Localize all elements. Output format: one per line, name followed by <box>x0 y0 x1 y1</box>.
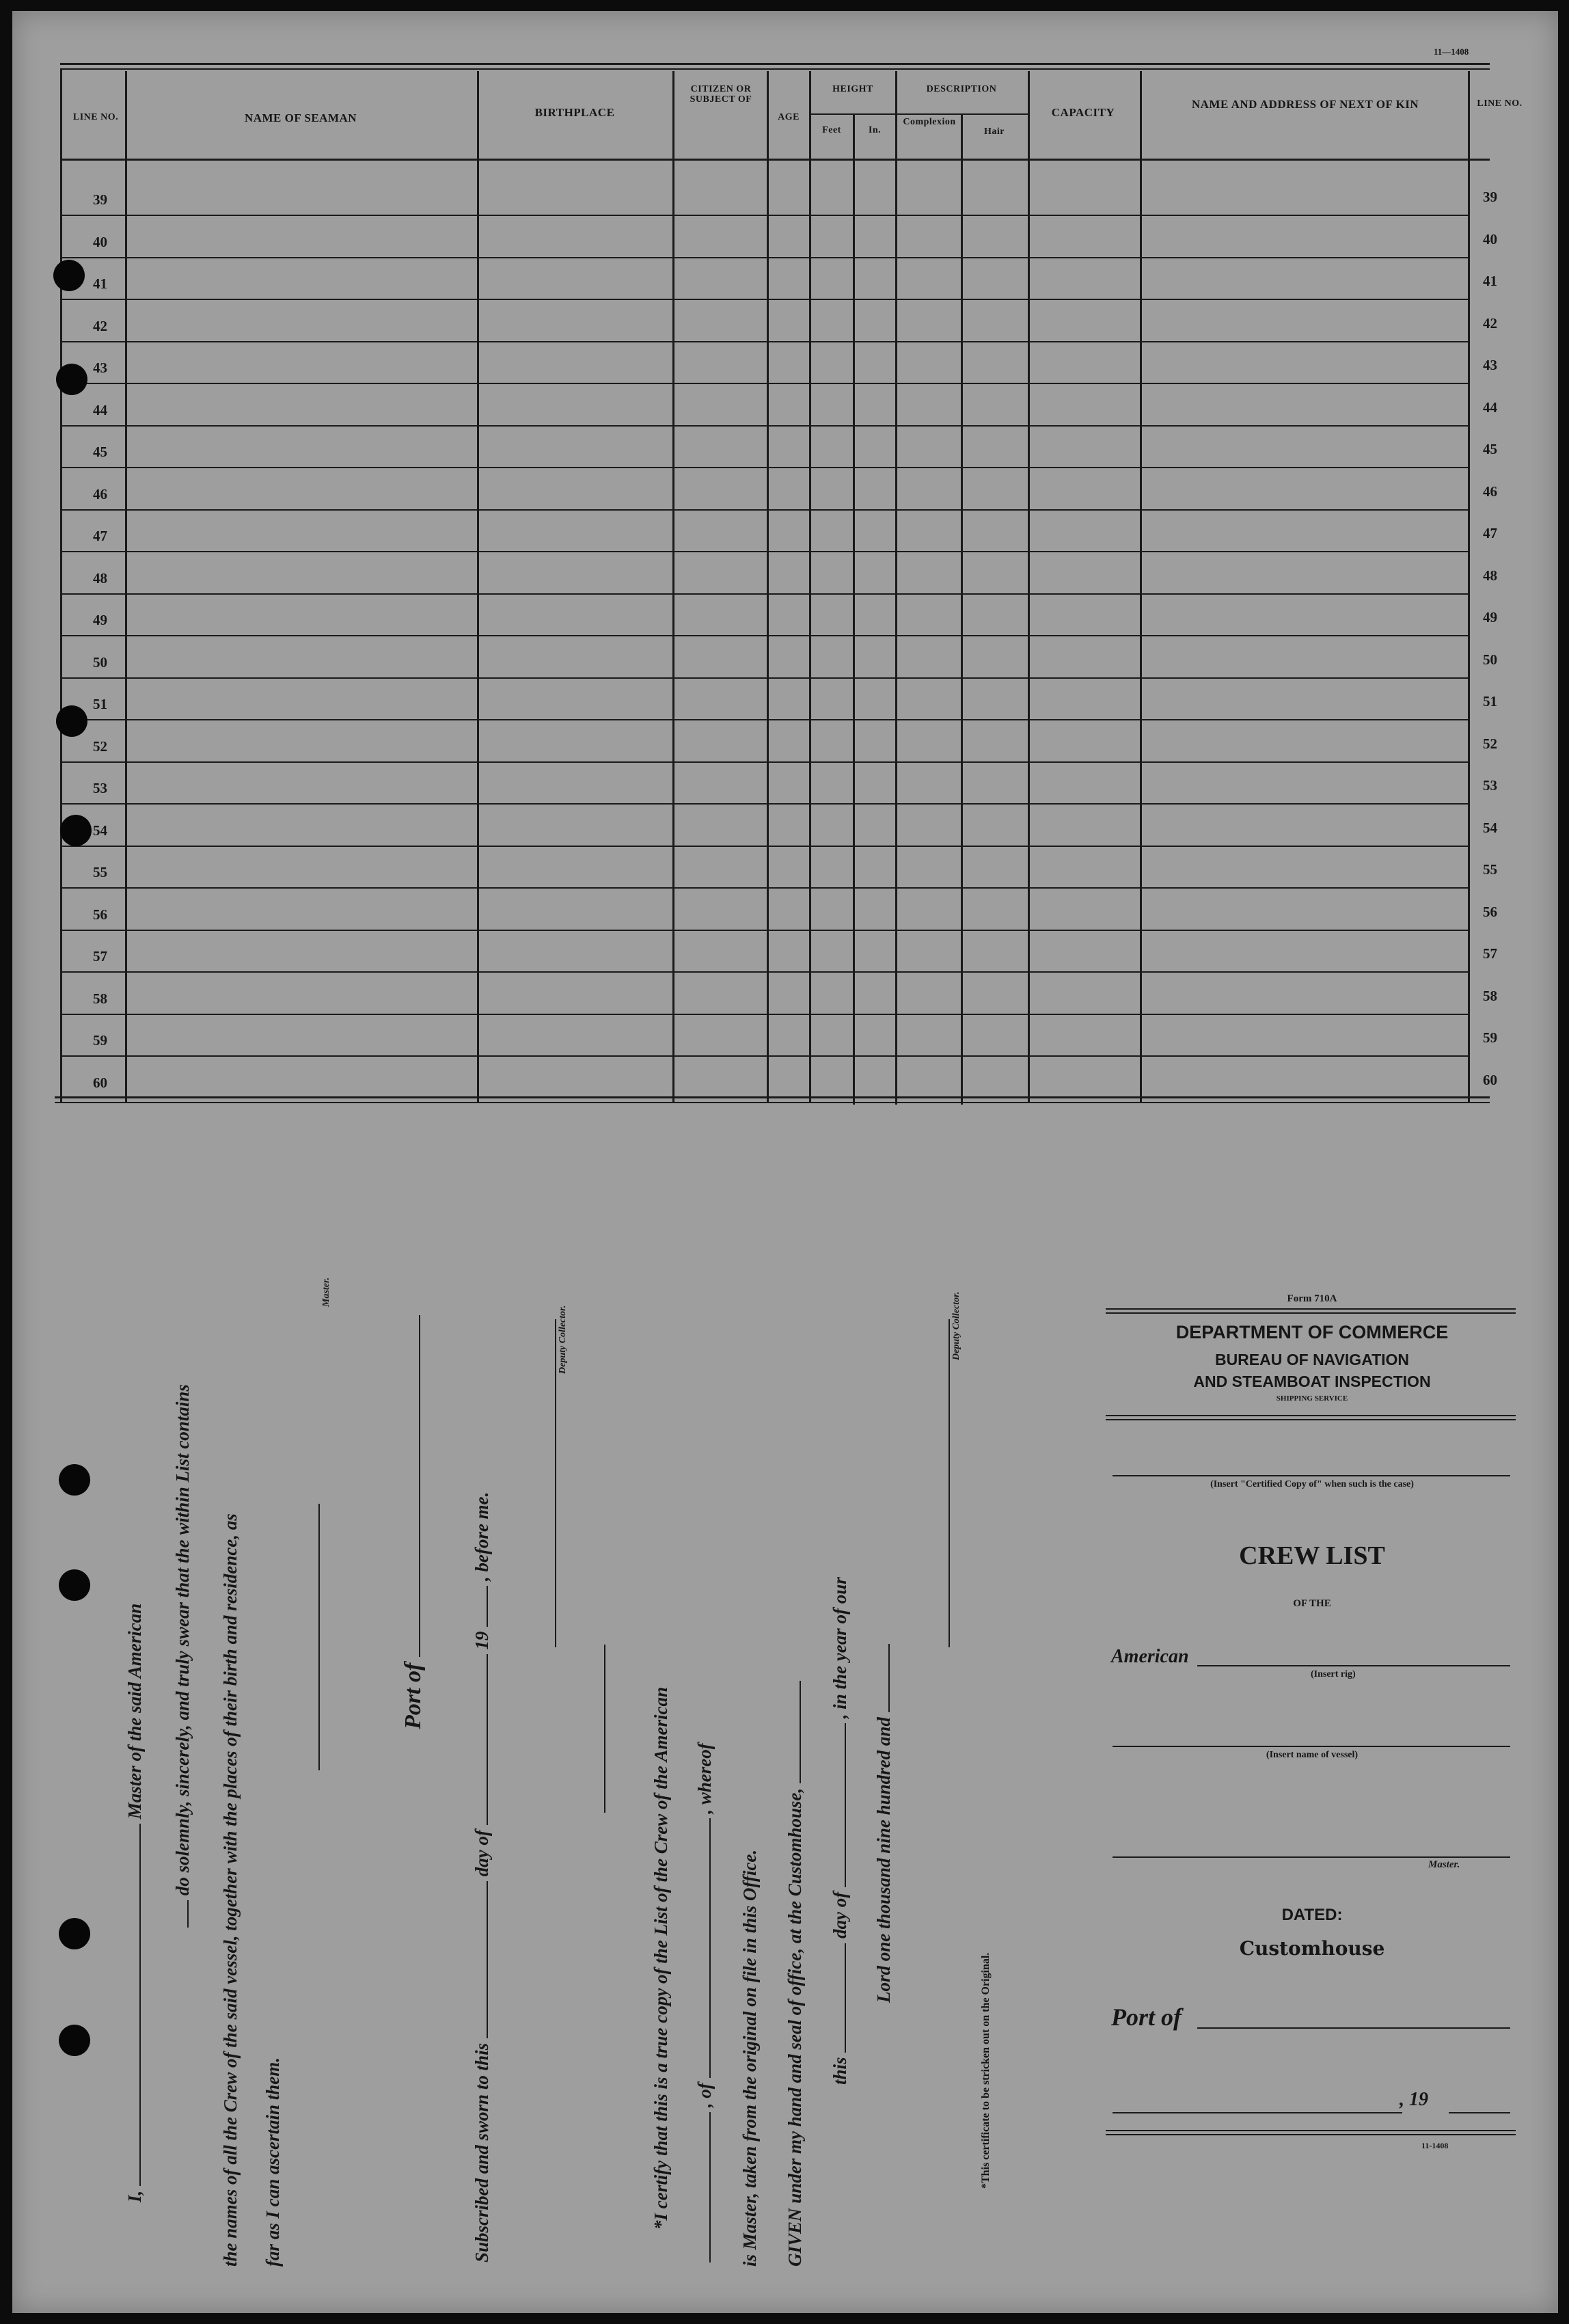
col-divider-line-left <box>60 70 62 1103</box>
cover-rule-2b <box>1106 1419 1516 1420</box>
table-row[interactable] <box>127 511 1466 550</box>
row-number-right: 60 <box>1483 1072 1497 1088</box>
table-row-line <box>60 215 1469 216</box>
table-row-line <box>60 593 1469 595</box>
row-number-left: 42 <box>93 318 107 334</box>
master-name-blank[interactable] <box>139 1824 141 2186</box>
table-row[interactable] <box>127 932 1466 970</box>
row-number-left: 53 <box>93 780 107 796</box>
table-bottom-rule-2 <box>55 1102 1490 1103</box>
insert-certified-note: (Insert "Certified Copy of" when such is the case) <box>1210 1479 1414 1489</box>
row-number-right: 45 <box>1483 441 1497 457</box>
insert-vessel-name: (Insert name of vessel) <box>1266 1750 1359 1760</box>
deputy-signature-line-2[interactable] <box>949 1319 950 1647</box>
row-number-left: 56 <box>93 906 107 923</box>
row-number-right: 40 <box>1483 231 1497 247</box>
cover-port-of: Port of <box>1111 2003 1182 2031</box>
table-row-line <box>60 887 1469 889</box>
bureau-line-1: BUREAU OF NAVIGATION <box>1214 1351 1410 1368</box>
punch-hole <box>59 2025 90 2056</box>
row-number-right: 58 <box>1483 988 1497 1004</box>
row-number-left: 52 <box>93 738 107 755</box>
row-number-right: 51 <box>1483 693 1497 710</box>
cover-year-19: , 19 <box>1400 2089 1428 2110</box>
cert-line-2 <box>739 1850 761 2267</box>
cert-customhouse-blank[interactable] <box>800 1681 801 1783</box>
row-number-right: 52 <box>1483 735 1497 752</box>
header-complexion: Complexion <box>903 117 956 127</box>
oath-subscribed-line <box>472 1492 493 2262</box>
punch-hole <box>56 364 87 395</box>
table-row-line <box>60 761 1469 763</box>
row-number-left: 40 <box>93 234 107 250</box>
insert-rig: (Insert rig) <box>1311 1669 1356 1679</box>
seal-line <box>604 1645 605 1813</box>
row-number-left: 43 <box>93 360 107 376</box>
punch-hole <box>53 260 85 291</box>
row-number-right: 43 <box>1483 357 1497 373</box>
row-number-left: 58 <box>93 990 107 1007</box>
row-number-right: 47 <box>1483 525 1497 541</box>
header-birthplace: BIRTHPLACE <box>534 106 615 119</box>
table-row[interactable] <box>127 259 1466 297</box>
table-row[interactable] <box>127 806 1466 844</box>
subscribed-text: Subscribed and sworn to this <box>472 2042 492 2262</box>
table-row[interactable] <box>127 848 1466 886</box>
table-row[interactable] <box>127 554 1466 592</box>
table-row[interactable] <box>127 386 1466 424</box>
header-hair: Hair <box>984 126 1005 137</box>
oath-swear-text: do solemnly, sincerely, and truly swear that the within List contains <box>172 1384 193 1896</box>
cert-true-copy-text: *I certify that this is a true copy of the List of the Crew of the American <box>651 1687 671 2230</box>
row-number-right: 46 <box>1483 483 1497 500</box>
oath-line-2 <box>172 1384 193 1928</box>
row-number-left: 48 <box>93 570 107 586</box>
oath-master-of: Master of the said American <box>124 1603 145 1820</box>
cover-rule-2 <box>1106 1415 1516 1416</box>
cert-this: this <box>830 2057 850 2085</box>
port-of-blank[interactable] <box>419 1315 420 1657</box>
row-number-right: 41 <box>1483 273 1497 289</box>
cert-of: , of <box>694 2083 715 2108</box>
row-number-left: 39 <box>93 191 107 208</box>
table-row[interactable] <box>127 1016 1466 1054</box>
oath-names-text: the names of all the Crew of the said vessel, together with the places of their birth and residence, as <box>220 1513 241 2267</box>
table-row-line <box>60 846 1469 847</box>
cert-year-of-our: , in the year of our <box>830 1577 850 1719</box>
row-number-left: 51 <box>93 696 107 712</box>
sworn-month-blank[interactable] <box>487 1654 488 1825</box>
punch-hole <box>59 1918 90 1949</box>
row-number-right: 56 <box>1483 904 1497 920</box>
row-number-right: 44 <box>1483 399 1497 416</box>
row-number-right: 55 <box>1483 861 1497 878</box>
cover-rule-3b <box>1106 2134 1516 2135</box>
row-number-left: 60 <box>93 1075 107 1091</box>
cover-rule-1b <box>1106 1312 1516 1314</box>
row-number-right: 59 <box>1483 1029 1497 1046</box>
cert-vessel-blank[interactable] <box>709 2112 711 2262</box>
row-number-left: 57 <box>93 948 107 964</box>
row-number-left: 47 <box>93 528 107 544</box>
row-number-left: 54 <box>93 822 107 839</box>
table-row[interactable] <box>127 427 1466 465</box>
sworn-day-blank[interactable] <box>487 1881 488 2038</box>
table-row-line <box>60 383 1469 384</box>
sworn-day-of: day of <box>472 1830 492 1877</box>
header-height: HEIGHT <box>832 84 873 94</box>
rig-line[interactable] <box>1197 1665 1510 1666</box>
header-description: DESCRIPTION <box>926 84 997 94</box>
vessel-name-line[interactable] <box>1113 1746 1510 1747</box>
cert-line-3 <box>784 1681 806 2267</box>
table-row[interactable] <box>127 301 1466 340</box>
row-number-right: 57 <box>1483 945 1497 962</box>
form-number: Form 710A <box>1287 1293 1337 1304</box>
header-age: AGE <box>778 112 800 122</box>
oath-line-3 <box>220 1513 241 2267</box>
deputy-label-2: Deputy Collector. <box>951 1291 961 1360</box>
before-me: , before me. <box>472 1491 492 1582</box>
cover-year-line[interactable] <box>1449 2112 1510 2113</box>
deputy-signature-line-1[interactable] <box>555 1319 556 1647</box>
row-number-left: 41 <box>93 275 107 292</box>
cert-month-blank[interactable] <box>845 1723 846 1887</box>
deputy-label-1: Deputy Collector. <box>558 1305 568 1374</box>
row-number-left: 46 <box>93 486 107 502</box>
header-subrule <box>809 113 1028 115</box>
table-row[interactable] <box>127 217 1466 256</box>
table-row[interactable] <box>127 974 1466 1012</box>
col-divider-line-right <box>1468 71 1470 1103</box>
table-row-line <box>60 677 1469 679</box>
dated-label: DATED: <box>1281 1906 1343 1924</box>
oath-i: I, <box>124 2190 145 2202</box>
table-row[interactable] <box>127 890 1466 928</box>
sworn-year-blank[interactable] <box>487 1586 488 1627</box>
table-row-line <box>60 341 1469 342</box>
table-row-line <box>60 257 1469 258</box>
of-the: OF THE <box>1293 1598 1331 1609</box>
table-row-line <box>60 635 1469 636</box>
row-number-left: 50 <box>93 654 107 671</box>
table-row-line <box>60 299 1469 300</box>
table-row[interactable] <box>127 764 1466 802</box>
table-row-line <box>60 1055 1469 1057</box>
oath-line-1 <box>124 1604 146 2202</box>
header-capacity: CAPACITY <box>1051 106 1115 119</box>
dept-of-commerce: DEPARTMENT OF COMMERCE <box>1175 1322 1449 1342</box>
table-row[interactable] <box>127 343 1466 381</box>
row-number-left: 44 <box>93 402 107 418</box>
table-row[interactable] <box>127 638 1466 676</box>
punch-hole <box>60 815 92 846</box>
punch-hole <box>56 705 87 737</box>
row-number-right: 54 <box>1483 820 1497 836</box>
cover-master-label: Master. <box>1428 1859 1460 1870</box>
table-bottom-rule <box>55 1096 1490 1098</box>
cert-day-of: day of <box>830 1891 850 1938</box>
cert-day-blank[interactable] <box>845 1943 846 2053</box>
header-line-no-left: LINE NO. <box>72 112 119 122</box>
table-row-line <box>60 467 1469 468</box>
table-row-line <box>60 1014 1469 1015</box>
row-number-right: 49 <box>1483 609 1497 625</box>
table-row-line <box>60 803 1469 805</box>
header-bottom-rule <box>60 159 1490 161</box>
table-row[interactable] <box>127 175 1466 213</box>
table-row-line <box>60 551 1469 552</box>
bureau-line-2: AND STEAMBOAT INSPECTION <box>1193 1373 1431 1390</box>
port-of-label: Port of <box>400 1662 426 1729</box>
cert-footnote: *This certificate to be stricken out on the Original. <box>980 1952 992 2189</box>
form-code-top: 11—1408 <box>1434 46 1469 57</box>
header-next-of-kin: NAME AND ADDRESS OF NEXT OF KIN <box>1191 98 1419 111</box>
table-row-line <box>60 930 1469 931</box>
cert-year-blank[interactable] <box>888 1644 890 1712</box>
cover-date-line[interactable] <box>1113 2112 1402 2113</box>
table-row[interactable] <box>127 722 1466 760</box>
cert-whereof: , whereof <box>694 1743 715 1814</box>
header-citizen: CITIZEN OR SUBJECT OF <box>690 84 752 105</box>
customhouse-label: Customhouse <box>1239 1937 1385 1960</box>
cover-rule-1 <box>1106 1308 1516 1310</box>
row-number-right: 50 <box>1483 651 1497 668</box>
crew-list-title: CREW LIST <box>1239 1541 1385 1570</box>
oath-ascertain-text: far as I can ascertain them. <box>262 2057 283 2267</box>
oath-port-of <box>400 1315 426 1729</box>
shipping-service: SHIPPING SERVICE <box>1276 1394 1348 1403</box>
header-name-of-seaman: NAME OF SEAMAN <box>244 111 357 124</box>
table-row-line <box>60 509 1469 511</box>
table-row[interactable] <box>127 679 1466 718</box>
cert-line-1 <box>651 1687 672 2230</box>
cover-code: 11-1408 <box>1421 2141 1449 2150</box>
header-inches: In. <box>868 125 882 135</box>
cert-line-3b <box>830 1577 851 2085</box>
row-number-left: 55 <box>93 864 107 880</box>
cover-rule-3 <box>1106 2130 1516 2131</box>
row-number-left: 49 <box>93 612 107 628</box>
table-row[interactable] <box>127 470 1466 508</box>
master-signature-line[interactable] <box>318 1504 320 1770</box>
master-label: Master. <box>321 1277 331 1307</box>
oath-line-4 <box>262 2057 284 2267</box>
row-number-left: 45 <box>93 444 107 460</box>
table-top-rule <box>60 63 1490 65</box>
american-label: American <box>1111 1646 1189 1667</box>
table-row[interactable] <box>127 595 1466 634</box>
col-divider-description <box>895 71 897 113</box>
punch-hole <box>59 1464 90 1496</box>
cert-port-blank[interactable] <box>709 1819 711 2079</box>
cert-line-1b <box>694 1743 715 2262</box>
table-row-line <box>60 719 1469 720</box>
cert-given-text: GIVEN under my hand and seal of office, at the Customhouse, <box>784 1787 805 2267</box>
vessel-name-blank[interactable] <box>187 1900 189 1928</box>
certified-copy-line[interactable] <box>1113 1475 1510 1476</box>
cover-port-line[interactable] <box>1197 2027 1510 2029</box>
table-top-rule-2 <box>60 68 1490 70</box>
cert-line-4 <box>873 1644 895 2003</box>
punch-hole <box>59 1569 90 1601</box>
row-number-right: 48 <box>1483 567 1497 584</box>
row-number-right: 39 <box>1483 189 1497 205</box>
cert-master-text: is Master, taken from the original on file in this Office. <box>739 1849 760 2267</box>
header-feet: Feet <box>822 125 841 135</box>
sworn-year-19: 19 <box>472 1631 492 1650</box>
row-number-right: 53 <box>1483 777 1497 794</box>
table-row-line <box>60 971 1469 973</box>
cert-lord-text: Lord one thousand nine hundred and <box>873 1717 894 2003</box>
header-line-no-right: LINE NO. <box>1477 98 1523 109</box>
cover-master-line[interactable] <box>1113 1856 1510 1858</box>
row-number-left: 59 <box>93 1032 107 1049</box>
row-number-right: 42 <box>1483 315 1497 332</box>
table-row[interactable] <box>127 1058 1466 1096</box>
table-row-line <box>60 425 1469 427</box>
